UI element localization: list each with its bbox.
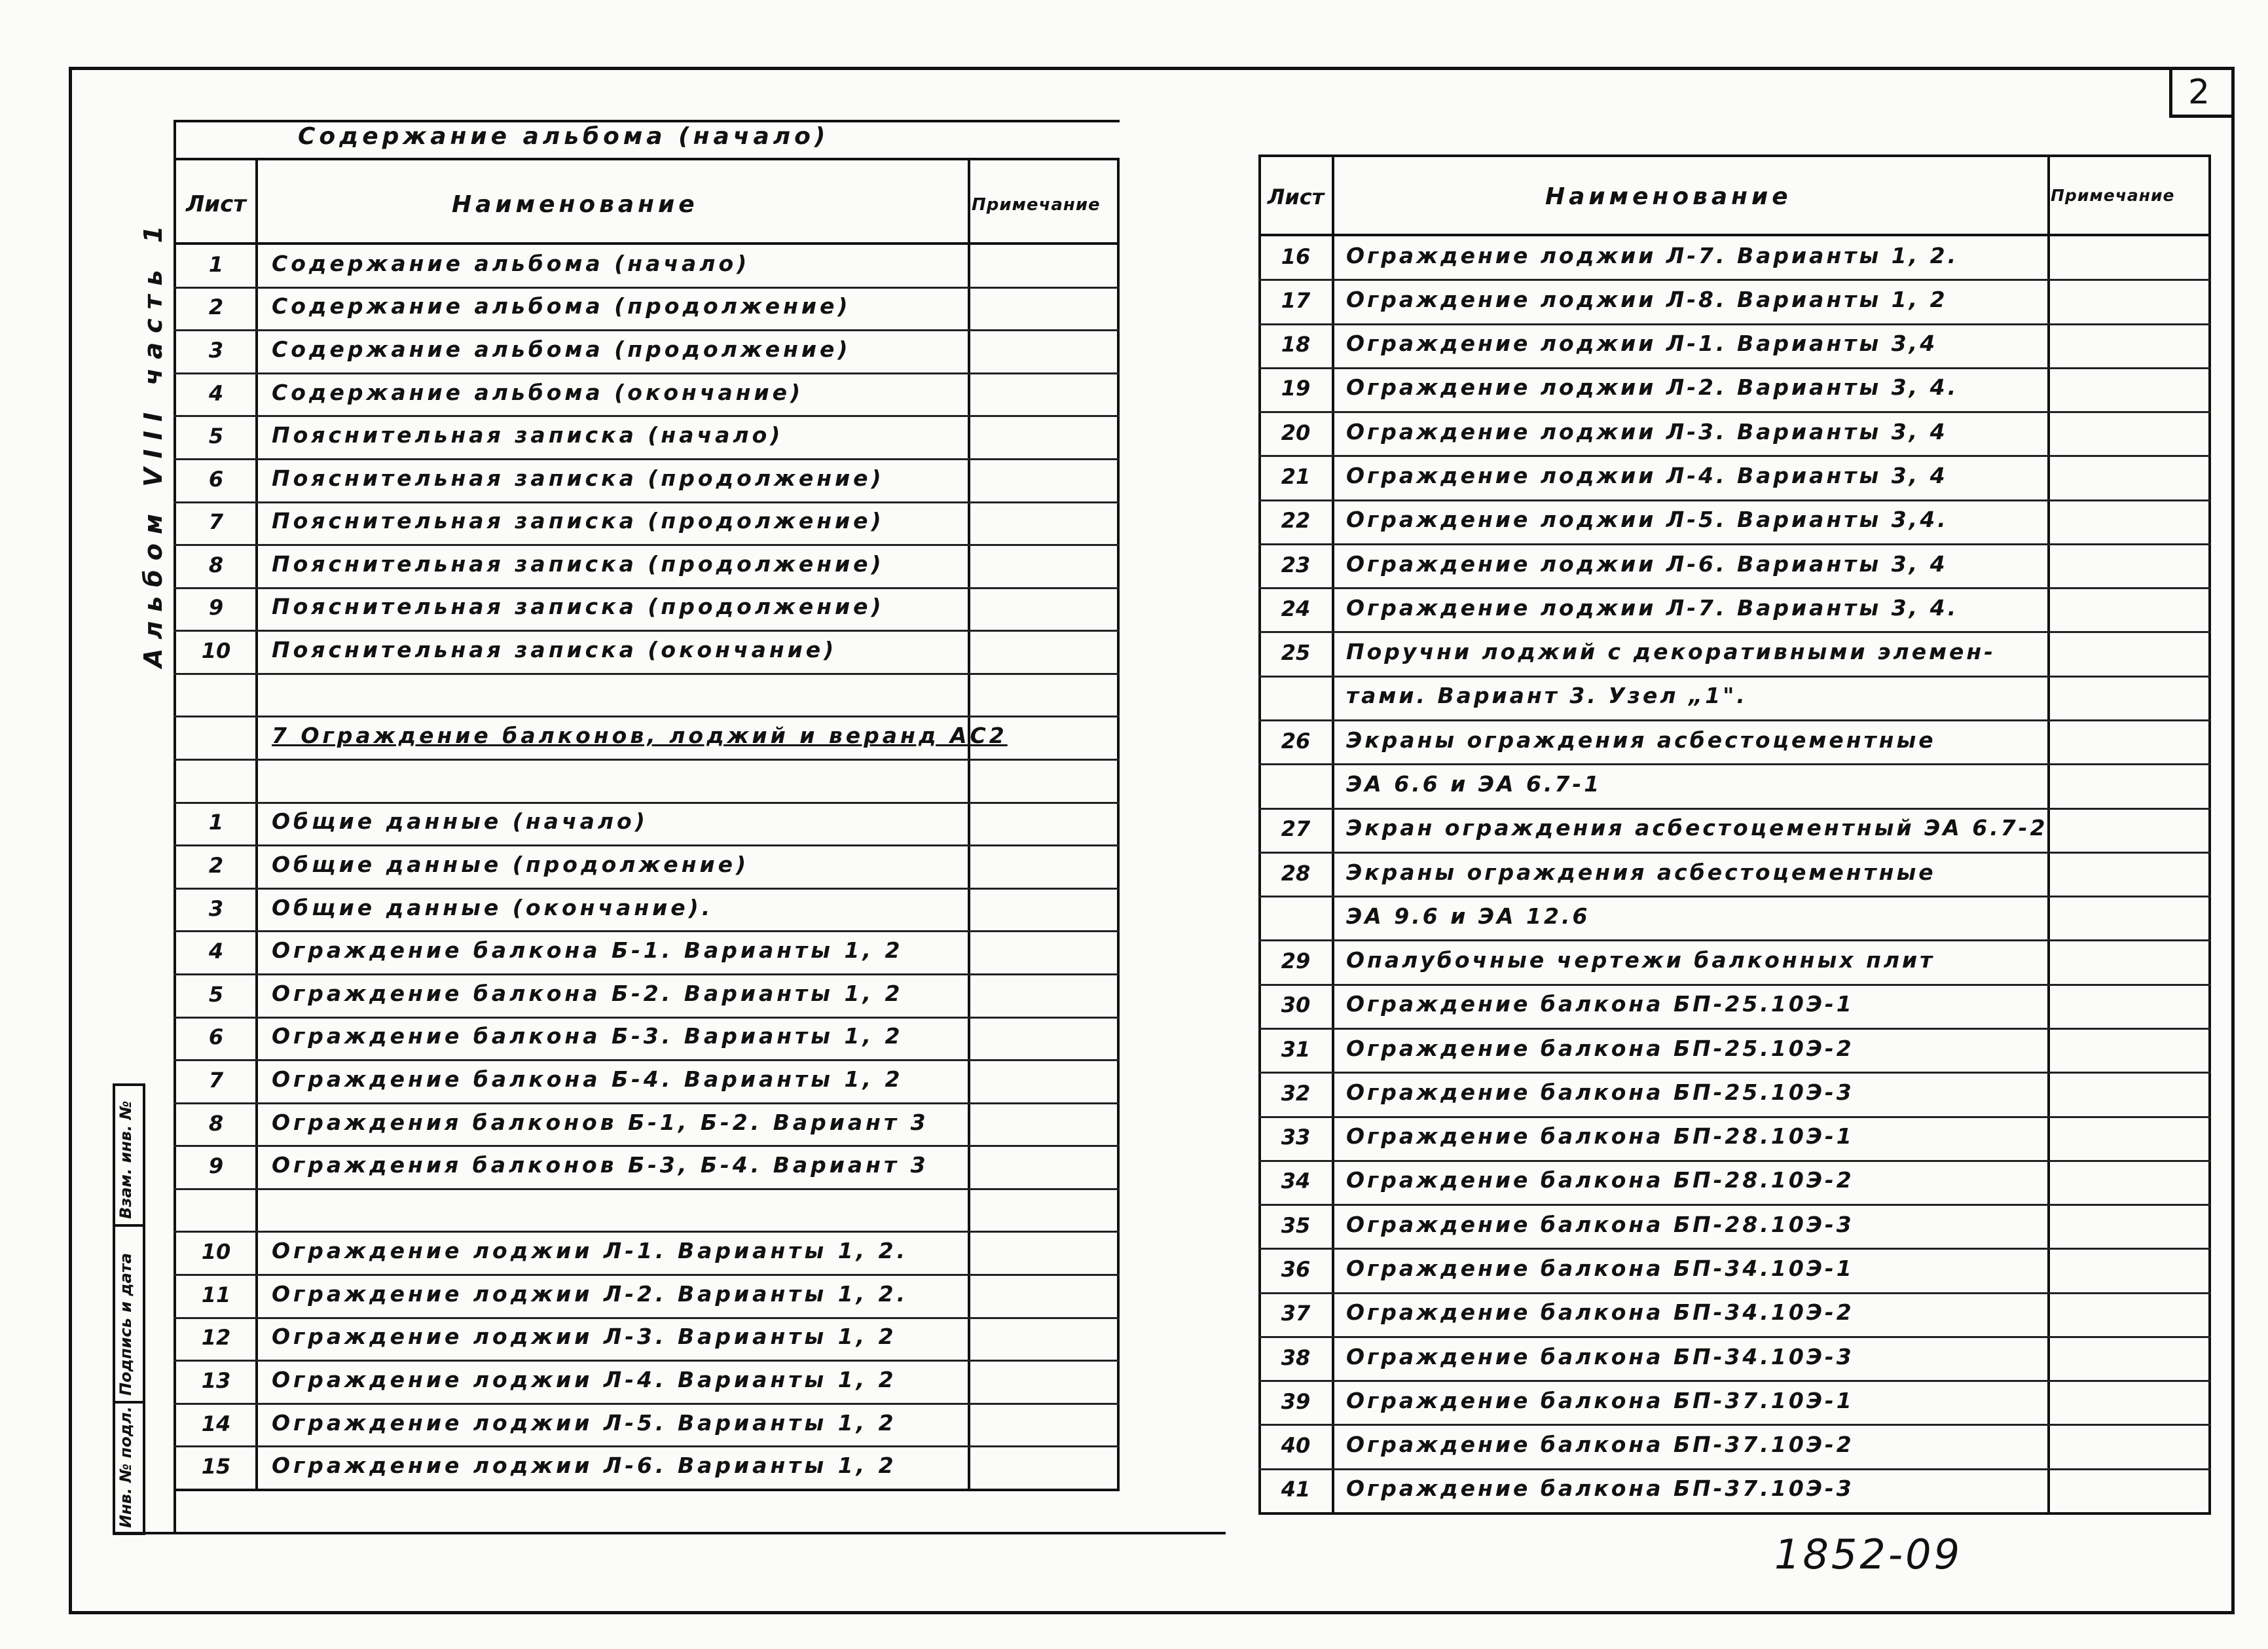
- stamp-label-signature: Подпись и дата: [117, 1253, 135, 1396]
- sheet-number-cell: 41: [1281, 1477, 1311, 1502]
- item-name-cell: Ограждение лоджии Л-4. Варианты 3, 4: [1346, 463, 1948, 488]
- item-name-cell: Экраны ограждения асбестоцементные: [1346, 727, 1936, 753]
- row-divider: [1258, 1072, 2211, 1074]
- row-divider: [174, 1059, 1120, 1061]
- sheet-number-cell: 30: [1281, 992, 1311, 1017]
- item-name-cell: 7 Ограждение балконов, лоджий и веранд АС2: [272, 723, 1008, 748]
- row-divider: [174, 759, 1120, 761]
- row-divider: [1258, 279, 2211, 281]
- item-name-cell: Ограждение лоджии Л-1. Варианты 3,4: [1346, 331, 1938, 356]
- row-divider: [174, 1403, 1120, 1405]
- sheet-number-cell: 8: [208, 1111, 224, 1136]
- item-name-cell: Ограждение лоджии Л-2. Варианты 1, 2.: [272, 1281, 909, 1307]
- sheet-number-cell: 1: [208, 252, 224, 277]
- item-name-cell: Ограждение балкона БП-28.10Э-1: [1346, 1123, 1854, 1149]
- row-divider: [1258, 676, 2211, 678]
- sheet-number-cell: 28: [1281, 861, 1311, 886]
- row-divider: [1258, 808, 2211, 810]
- item-name-cell: Пояснительная записка (начало): [272, 422, 784, 448]
- left-header-sheet: Лист: [186, 191, 246, 217]
- row-divider: [174, 844, 1120, 846]
- row-divider: [174, 544, 1120, 546]
- row-divider: [1258, 323, 2211, 325]
- sheet-number-cell: 15: [201, 1454, 231, 1479]
- item-name-cell: Ограждение балкона БП-28.10Э-2: [1346, 1167, 1854, 1193]
- sheet-number-cell: 37: [1281, 1301, 1311, 1326]
- sheet-number-cell: 3: [208, 896, 224, 921]
- item-name-cell: Ограждение лоджии Л-6. Варианты 1, 2: [272, 1453, 897, 1478]
- item-name-cell: Опалубочные чертежи балконных плит: [1346, 947, 1935, 973]
- sheet-number-cell: 36: [1281, 1257, 1311, 1282]
- item-name-cell: Ограждение лоджии Л-2. Варианты 3, 4.: [1346, 374, 1959, 400]
- row-divider: [174, 372, 1120, 374]
- item-name-cell: Пояснительная записка (продолжение): [272, 465, 885, 491]
- row-divider: [1258, 1468, 2211, 1470]
- row-divider: [174, 1102, 1120, 1104]
- item-name-cell: Общие данные (начало): [272, 808, 648, 834]
- item-name-cell: Пояснительная записка (окончание): [272, 637, 837, 662]
- item-name-cell: Содержание альбома (продолжение): [272, 336, 851, 362]
- item-name-cell: Ограждение лоджии Л-5. Варианты 1, 2: [272, 1410, 897, 1436]
- row-divider: [174, 501, 1120, 503]
- row-divider: [1258, 1204, 2211, 1206]
- item-name-cell: Ограждение балкона Б-1. Варианты 1, 2: [272, 937, 904, 963]
- sheet-number-cell: 5: [208, 424, 224, 448]
- row-divider: [174, 716, 1120, 717]
- right-header-name: Наименование: [1545, 183, 1792, 210]
- sheet-number-cell: 18: [1281, 332, 1311, 357]
- item-name-cell: Экран ограждения асбестоцементный ЭА 6.7-2: [1346, 815, 2048, 841]
- sheet-number-cell: 9: [208, 1153, 224, 1178]
- row-divider: [1258, 1380, 2211, 1382]
- row-divider: [174, 1445, 1120, 1447]
- row-divider: [174, 287, 1120, 289]
- row-divider: [174, 458, 1120, 460]
- sheet-number-cell: 34: [1281, 1169, 1311, 1193]
- sheet-number-cell: 17: [1281, 288, 1311, 313]
- row-divider: [174, 888, 1120, 890]
- row-divider: [1258, 499, 2211, 501]
- item-name-cell: тами. Вариант 3. Узел „1".: [1346, 683, 1747, 708]
- drawing-code: 1852-09: [1774, 1531, 1963, 1578]
- sheet-number-cell: 7: [208, 509, 224, 534]
- item-name-cell: Ограждение лоджии Л-4. Варианты 1, 2: [272, 1367, 897, 1392]
- item-name-cell: Ограждение балкона Б-4. Варианты 1, 2: [272, 1066, 904, 1092]
- sheet-number-cell: 3: [208, 338, 224, 363]
- row-divider: [174, 802, 1120, 804]
- row-divider: [1258, 1160, 2211, 1162]
- item-name-cell: Пояснительная записка (продолжение): [272, 551, 885, 577]
- sheet-number-cell: 22: [1281, 508, 1311, 533]
- sheet-number-cell: 20: [1281, 420, 1311, 445]
- sheet-number-cell: 8: [208, 553, 224, 577]
- sheet-number-cell: 25: [1281, 640, 1311, 665]
- item-name-cell: ЭА 9.6 и ЭА 12.6: [1346, 903, 1590, 929]
- item-name-cell: Ограждение балкона БП-25.10Э-1: [1346, 991, 1854, 1017]
- item-name-cell: Ограждение балкона БП-28.10Э-3: [1346, 1212, 1854, 1237]
- sheet-number-cell: 14: [201, 1411, 231, 1436]
- sheet-number-cell: 9: [208, 595, 224, 620]
- item-name-cell: Ограждение балкона БП-34.10Э-1: [1346, 1256, 1854, 1281]
- row-divider: [174, 1360, 1120, 1362]
- row-divider: [1258, 719, 2211, 721]
- row-divider: [1258, 543, 2211, 545]
- row-divider: [1258, 411, 2211, 413]
- sheet-number-cell: 11: [201, 1282, 231, 1307]
- stamp-label-replacement: Взам. инв. №: [117, 1100, 135, 1219]
- row-divider: [1258, 1248, 2211, 1250]
- item-name-cell: Ограждения балконов Б-1, Б-2. Вариант 3: [272, 1110, 929, 1135]
- row-divider: [174, 1188, 1120, 1190]
- item-name-cell: Содержание альбома (начало): [272, 251, 750, 276]
- item-name-cell: Пояснительная записка (продолжение): [272, 594, 885, 619]
- row-divider: [1258, 455, 2211, 457]
- item-name-cell: Ограждение балкона БП-37.10Э-2: [1346, 1432, 1854, 1457]
- item-name-cell: Ограждение балкона БП-25.10Э-2: [1346, 1036, 1854, 1061]
- sheet-number-cell: 10: [201, 638, 231, 663]
- item-name-cell: Содержание альбома (продолжение): [272, 293, 851, 319]
- left-header-note: Примечание: [972, 195, 1101, 215]
- left-header-name: Наименование: [452, 191, 699, 218]
- row-divider: [1258, 852, 2211, 854]
- item-name-cell: Пояснительная записка (продолжение): [272, 508, 885, 534]
- sheet-number: 2: [2188, 73, 2210, 112]
- item-name-cell: Ограждение балкона БП-25.10Э-3: [1346, 1079, 1854, 1105]
- sheet-number-cell: 26: [1281, 729, 1311, 753]
- sheet-number-cell: 7: [208, 1068, 224, 1093]
- right-header-note: Примечание: [2051, 186, 2175, 205]
- sheet-number-cell: 27: [1281, 816, 1311, 841]
- row-divider: [174, 673, 1120, 675]
- row-divider: [174, 1145, 1120, 1147]
- item-name-cell: Ограждение балкона Б-2. Варианты 1, 2: [272, 981, 904, 1006]
- sheet-number-cell: 6: [208, 467, 224, 492]
- item-name-cell: ЭА 6.6 и ЭА 6.7-1: [1346, 771, 1602, 797]
- row-divider: [174, 587, 1120, 589]
- sheet-number-cell: 35: [1281, 1213, 1311, 1238]
- sheet-number-cell: 33: [1281, 1125, 1311, 1150]
- row-divider: [1258, 631, 2211, 633]
- row-divider: [1258, 1116, 2211, 1118]
- row-divider: [174, 329, 1120, 331]
- item-name-cell: Общие данные (продолжение): [272, 852, 750, 877]
- sheet-number-cell: 13: [201, 1368, 231, 1393]
- sheet-number-cell: 29: [1281, 949, 1311, 973]
- sheet-number-cell: 24: [1281, 596, 1311, 621]
- sheet-number-cell: 12: [201, 1325, 231, 1350]
- sheet-number-cell: 4: [208, 381, 224, 406]
- row-divider: [1258, 1292, 2211, 1294]
- item-name-cell: Общие данные (окончание).: [272, 895, 714, 920]
- item-name-cell: Ограждение балкона БП-34.10Э-2: [1346, 1299, 1854, 1325]
- row-divider: [174, 930, 1120, 932]
- item-name-cell: Ограждение лоджии Л-7. Варианты 1, 2.: [1346, 243, 1959, 268]
- row-divider: [174, 973, 1120, 975]
- item-name-cell: Ограждение лоджии Л-6. Варианты 3, 4: [1346, 551, 1948, 577]
- sheet-number-cell: 31: [1281, 1037, 1311, 1062]
- row-divider: [174, 1274, 1120, 1276]
- row-divider: [1258, 1424, 2211, 1426]
- sheet-number-cell: 19: [1281, 376, 1311, 401]
- row-divider: [174, 1317, 1120, 1319]
- row-divider: [174, 415, 1120, 417]
- sheet-number-cell: 10: [201, 1239, 231, 1264]
- item-name-cell: Ограждение балкона БП-34.10Э-3: [1346, 1344, 1854, 1369]
- item-name-cell: Ограждение лоджии Л-3. Варианты 1, 2: [272, 1324, 897, 1349]
- row-divider: [1258, 896, 2211, 897]
- row-divider: [1258, 984, 2211, 986]
- sheet-number-cell: 39: [1281, 1389, 1311, 1414]
- sheet-number-cell: 23: [1281, 553, 1311, 577]
- item-name-cell: Ограждение лоджии Л-8. Варианты 1, 2: [1346, 287, 1948, 312]
- sheet-number-box: [2169, 67, 2235, 118]
- item-name-cell: Ограждение балкона БП-37.10Э-3: [1346, 1476, 1854, 1501]
- item-name-cell: Поручни лоджий с декоративными элемен-: [1346, 639, 1996, 664]
- stamp-label-inventory: Инв. № подл.: [117, 1406, 135, 1528]
- sheet-number-cell: 4: [208, 939, 224, 964]
- sheet-number-cell: 6: [208, 1024, 224, 1049]
- row-divider: [1258, 1028, 2211, 1030]
- row-divider: [1258, 939, 2211, 941]
- item-name-cell: Содержание альбома (окончание): [272, 380, 804, 405]
- item-name-cell: Ограждения балконов Б-3, Б-4. Вариант 3: [272, 1152, 929, 1178]
- sheet-number-cell: 16: [1281, 244, 1311, 269]
- right-header-sheet: Лист: [1267, 185, 1325, 209]
- sheet-number-cell: 32: [1281, 1081, 1311, 1106]
- sheet-number-cell: 2: [208, 295, 224, 319]
- item-name-cell: Ограждение лоджии Л-5. Варианты 3,4.: [1346, 507, 1948, 532]
- item-name-cell: Ограждение лоджии Л-3. Варианты 3, 4: [1346, 419, 1948, 444]
- row-divider: [174, 1231, 1120, 1233]
- left-table-title: Содержание альбома (начало): [298, 123, 830, 150]
- item-name-cell: Ограждение балкона БП-37.10Э-1: [1346, 1388, 1854, 1413]
- row-divider: [1258, 763, 2211, 765]
- row-divider: [1258, 587, 2211, 589]
- sheet-number-cell: 1: [208, 810, 224, 835]
- row-divider: [1258, 1336, 2211, 1338]
- item-name-cell: Ограждение балкона Б-3. Варианты 1, 2: [272, 1023, 904, 1049]
- row-divider: [174, 1017, 1120, 1019]
- sheet-number-cell: 5: [208, 982, 224, 1007]
- sheet-number-cell: 2: [208, 853, 224, 878]
- item-name-cell: Экраны ограждения асбестоцементные: [1346, 860, 1936, 885]
- sheet-number-cell: 40: [1281, 1433, 1311, 1458]
- item-name-cell: Ограждение лоджии Л-1. Варианты 1, 2.: [272, 1238, 909, 1263]
- item-name-cell: Ограждение лоджии Л-7. Варианты 3, 4.: [1346, 595, 1959, 621]
- row-divider: [1258, 367, 2211, 369]
- sheet-number-cell: 38: [1281, 1345, 1311, 1370]
- sheet-number-cell: 21: [1281, 464, 1311, 489]
- row-divider: [174, 630, 1120, 632]
- side-label: Альбом VIII часть 1: [139, 216, 168, 668]
